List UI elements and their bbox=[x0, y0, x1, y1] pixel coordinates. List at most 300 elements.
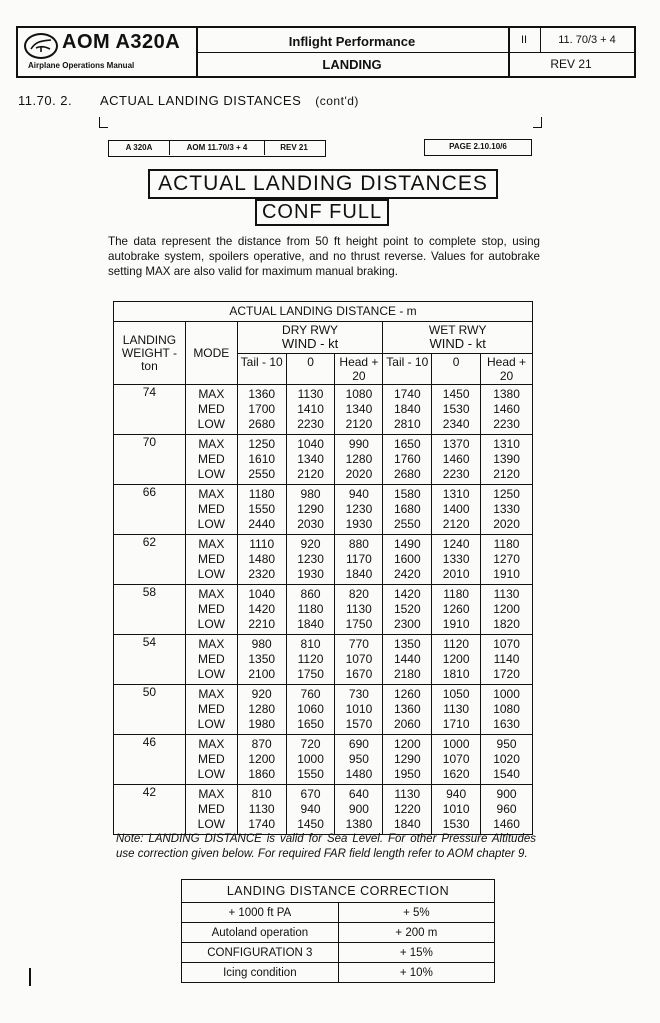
distance-value: 1130 bbox=[443, 702, 470, 716]
correction-row bbox=[182, 943, 495, 963]
distance-value: 950 bbox=[348, 752, 369, 766]
distance-value: 980 bbox=[251, 637, 272, 651]
distance-value: 1280 bbox=[248, 702, 276, 716]
wet-distance-cell bbox=[383, 785, 432, 835]
wet-distance-cell bbox=[481, 635, 533, 685]
crane-logo-icon bbox=[24, 33, 58, 59]
distance-value: 1450 bbox=[442, 387, 470, 401]
distance-value: 1620 bbox=[442, 767, 470, 781]
distance-value: 1480 bbox=[248, 552, 276, 566]
distance-value: 1020 bbox=[493, 752, 520, 766]
distance-value: 2120 bbox=[493, 467, 520, 481]
distance-value: 1310 bbox=[442, 487, 470, 501]
header-section-cell bbox=[196, 28, 510, 76]
distance-value: 2020 bbox=[345, 467, 373, 481]
mode-label: MED bbox=[197, 552, 225, 566]
distance-value: 2010 bbox=[442, 567, 470, 581]
distance-value: 1130 bbox=[394, 787, 421, 801]
dry-distance-cell bbox=[237, 435, 286, 485]
distance-value: 1200 bbox=[493, 602, 520, 616]
section-heading bbox=[18, 93, 359, 108]
dry-distance-cell bbox=[335, 635, 383, 685]
correction-condition: + 1000 ft PA bbox=[182, 903, 339, 923]
ref-aom: AOM 11.70/3 + 4 bbox=[170, 141, 265, 155]
dry-distance-cell bbox=[286, 535, 335, 585]
correction-row bbox=[182, 923, 495, 943]
distance-value: 2230 bbox=[442, 467, 470, 481]
corner-bracket-right bbox=[533, 117, 542, 128]
distance-value: 1520 bbox=[393, 602, 421, 616]
dry-distance-cell bbox=[286, 435, 335, 485]
wet-distance-cell bbox=[383, 385, 432, 435]
dry-distance-cell bbox=[237, 685, 286, 735]
distance-value: 2230 bbox=[493, 417, 520, 431]
section-subtitle: LANDING bbox=[322, 57, 382, 72]
distance-value: 810 bbox=[300, 637, 321, 651]
distance-value: 1180 bbox=[297, 602, 324, 616]
distance-value: 1230 bbox=[297, 552, 324, 566]
distance-value: 1040 bbox=[248, 587, 276, 601]
weight-cell: 46 bbox=[114, 735, 186, 785]
distance-value: 1120 bbox=[443, 637, 470, 651]
wet-distance-cell bbox=[383, 485, 432, 535]
note-text: Note: LANDING DISTANCE is valid for Sea Level. For other Pressure Altitudes use correction given below. For required FAR field length refer to AOM chapter 9. bbox=[116, 833, 536, 860]
ref-rev: REV 21 bbox=[280, 143, 308, 152]
weight-cell: 54 bbox=[114, 635, 186, 685]
wet-wind-col-header: Head + 20 bbox=[481, 354, 533, 385]
distance-value: 2550 bbox=[393, 517, 421, 531]
mode-label: MED bbox=[197, 502, 225, 516]
distance-value: 900 bbox=[348, 802, 369, 816]
col-header-weight: LANDING WEIGHT - ton bbox=[114, 322, 186, 385]
distance-value: 1450 bbox=[297, 817, 324, 831]
mode-label: LOW bbox=[197, 617, 225, 631]
distance-value: 760 bbox=[300, 687, 321, 701]
dry-distance-cell bbox=[237, 535, 286, 585]
distance-value: 1010 bbox=[442, 802, 470, 816]
distance-value: 960 bbox=[496, 802, 517, 816]
header-manual-cell bbox=[18, 28, 198, 76]
mode-label: LOW bbox=[197, 417, 225, 431]
distance-value: 1130 bbox=[346, 602, 372, 616]
distance-value: 640 bbox=[348, 787, 369, 801]
table-title: ACTUAL LANDING DISTANCE - m bbox=[114, 302, 533, 322]
section-title: Inflight Performance bbox=[288, 34, 416, 49]
distance-value: 1710 bbox=[442, 717, 470, 731]
distance-value: 1930 bbox=[297, 567, 324, 581]
distance-value: 1110 bbox=[249, 537, 275, 551]
mode-label: LOW bbox=[197, 817, 225, 831]
mode-label: LOW bbox=[197, 467, 225, 481]
mode-cell bbox=[185, 685, 237, 735]
distance-value: 1270 bbox=[493, 552, 520, 566]
distance-value: 1260 bbox=[442, 602, 470, 616]
wet-distance-cell bbox=[383, 585, 432, 635]
correction-condition: Icing condition bbox=[182, 963, 339, 983]
distance-value: 1000 bbox=[493, 687, 520, 701]
dry-distance-cell bbox=[286, 385, 335, 435]
table-row bbox=[114, 635, 533, 685]
distance-value: 1720 bbox=[493, 667, 520, 681]
dry-distance-cell bbox=[335, 735, 383, 785]
distance-value: 1400 bbox=[442, 502, 470, 516]
distance-value: 1360 bbox=[248, 387, 276, 401]
wet-distance-cell bbox=[383, 735, 432, 785]
distance-value: 2030 bbox=[297, 517, 324, 531]
wet-distance-cell bbox=[481, 535, 533, 585]
distance-value: 720 bbox=[300, 737, 321, 751]
ref-page: PAGE 2.10.10/6 bbox=[424, 139, 532, 156]
weight-cell: 62 bbox=[114, 535, 186, 585]
page-reference: 11. 70/3 + 4 bbox=[558, 34, 616, 46]
distance-value: 990 bbox=[348, 437, 369, 451]
mode-label: LOW bbox=[197, 567, 225, 581]
description-text: The data represent the distance from 50 ft height point to complete stop, using autobrake system, spoilers operative, and no thrust reverse. Values for autobrake setting MAX are also valid for maximum manual braking. bbox=[108, 235, 540, 278]
dry-distance-cell bbox=[237, 635, 286, 685]
distance-value: 1170 bbox=[346, 552, 372, 566]
distance-value: 1580 bbox=[393, 487, 421, 501]
wet-distance-cell bbox=[383, 635, 432, 685]
correction-condition: Autoland operation bbox=[182, 923, 339, 943]
distance-value: 1350 bbox=[248, 652, 276, 666]
distance-value: 1910 bbox=[442, 617, 470, 631]
dry-distance-cell bbox=[335, 385, 383, 435]
mode-label: MAX bbox=[198, 537, 225, 551]
section-number: 11.70. 2. bbox=[18, 93, 73, 108]
distance-value: 2100 bbox=[248, 667, 276, 681]
wet-distance-cell bbox=[432, 685, 481, 735]
mode-cell bbox=[185, 535, 237, 585]
distance-value: 1260 bbox=[393, 687, 421, 701]
distance-value: 1740 bbox=[248, 817, 276, 831]
corner-bracket-left bbox=[99, 117, 108, 128]
correction-title: LANDING DISTANCE CORRECTION bbox=[182, 880, 495, 903]
distance-value: 2120 bbox=[297, 467, 324, 481]
distance-value: 1540 bbox=[493, 767, 520, 781]
dry-distance-cell bbox=[286, 635, 335, 685]
distance-value: 1860 bbox=[248, 767, 276, 781]
dry-distance-cell bbox=[237, 385, 286, 435]
ref-aircraft: A 320A bbox=[109, 141, 170, 155]
table-row bbox=[114, 485, 533, 535]
distance-value: 820 bbox=[348, 587, 369, 601]
weight-cell: 70 bbox=[114, 435, 186, 485]
manual-title: AOM A320A bbox=[62, 31, 181, 53]
wet-distance-cell bbox=[481, 585, 533, 635]
distance-value: 1340 bbox=[297, 452, 324, 466]
mode-label: LOW bbox=[197, 667, 225, 681]
weight-cell: 58 bbox=[114, 585, 186, 635]
distance-value: 1530 bbox=[442, 817, 470, 831]
distance-value: 1250 bbox=[248, 437, 276, 451]
mode-label: MAX bbox=[198, 487, 225, 501]
distance-value: 1340 bbox=[345, 402, 373, 416]
distance-value: 1310 bbox=[493, 437, 520, 451]
distance-value: 1250 bbox=[493, 487, 520, 501]
weight-cell: 42 bbox=[114, 785, 186, 835]
mode-cell bbox=[185, 435, 237, 485]
distance-value: 1010 bbox=[345, 702, 373, 716]
distance-value: 1200 bbox=[393, 737, 421, 751]
distance-value: 1280 bbox=[345, 452, 373, 466]
distance-value: 1040 bbox=[297, 437, 324, 451]
dry-rwy-label: DRY RWY bbox=[282, 323, 339, 337]
mode-label: LOW bbox=[197, 767, 225, 781]
header-ref-cell bbox=[508, 28, 634, 76]
distance-value: 1480 bbox=[345, 767, 373, 781]
distance-value: 1180 bbox=[493, 537, 520, 551]
section-title-text: ACTUAL LANDING DISTANCES bbox=[100, 93, 302, 108]
distance-value: 940 bbox=[446, 787, 467, 801]
distance-value: 1490 bbox=[393, 537, 421, 551]
distance-value: 1930 bbox=[345, 517, 373, 531]
distance-value: 1670 bbox=[345, 667, 373, 681]
table-row bbox=[114, 435, 533, 485]
ref-box-group bbox=[108, 140, 326, 157]
mode-label: MAX bbox=[198, 787, 225, 801]
distance-value: 1910 bbox=[493, 567, 520, 581]
distance-value: 1180 bbox=[248, 487, 275, 501]
weight-cell: 50 bbox=[114, 685, 186, 735]
dry-wind-col-header: Head + 20 bbox=[335, 354, 383, 385]
distance-value: 2320 bbox=[248, 567, 276, 581]
distance-value: 1650 bbox=[393, 437, 421, 451]
dry-distance-cell bbox=[335, 485, 383, 535]
correction-table bbox=[181, 879, 495, 983]
distance-value: 1420 bbox=[393, 587, 421, 601]
mode-label: MAX bbox=[198, 587, 225, 601]
mode-label: MED bbox=[197, 652, 225, 666]
mode-label: MAX bbox=[198, 387, 225, 401]
table-row bbox=[114, 535, 533, 585]
distance-value: 980 bbox=[300, 487, 321, 501]
wet-distance-cell bbox=[481, 385, 533, 435]
distance-value: 1840 bbox=[393, 817, 421, 831]
distance-value: 1390 bbox=[493, 452, 520, 466]
distance-value: 2210 bbox=[248, 617, 276, 631]
distance-value: 690 bbox=[348, 737, 369, 751]
distance-value: 1230 bbox=[345, 502, 373, 516]
correction-row bbox=[182, 963, 495, 983]
dry-distance-cell bbox=[335, 685, 383, 735]
mode-label: MED bbox=[197, 802, 225, 816]
weight-cell: 66 bbox=[114, 485, 186, 535]
wet-distance-cell bbox=[481, 485, 533, 535]
correction-row bbox=[182, 903, 495, 923]
table-row bbox=[114, 585, 533, 635]
distance-value: 1410 bbox=[297, 402, 324, 416]
distance-value: 1130 bbox=[493, 587, 520, 601]
correction-value: + 15% bbox=[338, 943, 494, 963]
distance-value: 1120 bbox=[297, 652, 324, 666]
wet-runway-header bbox=[383, 322, 533, 354]
wet-rwy-label: WET RWY bbox=[428, 323, 487, 337]
distance-value: 2020 bbox=[493, 517, 520, 531]
distance-value: 940 bbox=[348, 487, 369, 501]
mode-label: MED bbox=[197, 402, 225, 416]
wet-distance-cell bbox=[432, 635, 481, 685]
distance-value: 1460 bbox=[493, 402, 520, 416]
distance-value: 1130 bbox=[297, 387, 324, 401]
distance-value: 1840 bbox=[393, 402, 421, 416]
distance-value: 1840 bbox=[297, 617, 324, 631]
wet-distance-cell bbox=[383, 685, 432, 735]
distance-value: 2420 bbox=[393, 567, 421, 581]
mode-cell bbox=[185, 585, 237, 635]
distance-value: 1570 bbox=[345, 717, 373, 731]
distance-value: 1950 bbox=[393, 767, 421, 781]
distance-value: 1240 bbox=[442, 537, 470, 551]
distance-value: 1050 bbox=[442, 687, 470, 701]
dry-distance-cell bbox=[335, 585, 383, 635]
distance-value: 1070 bbox=[345, 652, 373, 666]
dry-distance-cell bbox=[286, 685, 335, 735]
dry-distance-cell bbox=[286, 735, 335, 785]
distance-value: 1550 bbox=[248, 502, 276, 516]
distance-value: 1810 bbox=[442, 667, 470, 681]
wet-distance-cell bbox=[481, 735, 533, 785]
mode-label: MAX bbox=[198, 737, 225, 751]
distance-value: 1440 bbox=[393, 652, 421, 666]
mode-label: MED bbox=[197, 602, 225, 616]
manual-subtitle: Airplane Operations Manual bbox=[28, 61, 135, 70]
distance-value: 1750 bbox=[345, 617, 373, 631]
distance-value: 2680 bbox=[393, 467, 421, 481]
distance-value: 1630 bbox=[493, 717, 520, 731]
volume-number: II bbox=[508, 28, 541, 52]
distance-value: 880 bbox=[348, 537, 369, 551]
wet-distance-cell bbox=[432, 535, 481, 585]
distance-value: 1600 bbox=[393, 552, 421, 566]
correction-value: + 10% bbox=[338, 963, 494, 983]
correction-value: + 200 m bbox=[338, 923, 494, 943]
table-row bbox=[114, 685, 533, 735]
distance-value: 1530 bbox=[442, 402, 470, 416]
dry-distance-cell bbox=[335, 535, 383, 585]
distance-value: 1820 bbox=[493, 617, 520, 631]
distance-value: 1180 bbox=[443, 587, 470, 601]
dry-distance-cell bbox=[237, 735, 286, 785]
landing-distance-table bbox=[113, 301, 533, 835]
distance-value: 1760 bbox=[393, 452, 421, 466]
mode-cell bbox=[185, 785, 237, 835]
distance-value: 1130 bbox=[248, 802, 275, 816]
col-header-mode: MODE bbox=[185, 322, 237, 385]
wet-wind-col-header: Tail - 10 bbox=[383, 354, 432, 385]
wet-distance-cell bbox=[432, 785, 481, 835]
mode-cell bbox=[185, 485, 237, 535]
distance-value: 2550 bbox=[248, 467, 276, 481]
distance-value: 920 bbox=[251, 687, 272, 701]
wet-distance-cell bbox=[383, 435, 432, 485]
distance-value: 1330 bbox=[442, 552, 470, 566]
distance-value: 2440 bbox=[248, 517, 276, 531]
distance-value: 2300 bbox=[393, 617, 421, 631]
distance-value: 1370 bbox=[442, 437, 470, 451]
section-cont: (cont'd) bbox=[315, 94, 359, 108]
distance-value: 1380 bbox=[345, 817, 373, 831]
distance-value: 670 bbox=[300, 787, 321, 801]
dry-distance-cell bbox=[286, 485, 335, 535]
wet-distance-cell bbox=[481, 435, 533, 485]
distance-value: 1380 bbox=[493, 387, 520, 401]
dry-wind-col-header: Tail - 10 bbox=[237, 354, 286, 385]
dry-wind-label: WIND - kt bbox=[281, 336, 339, 351]
distance-value: 1460 bbox=[442, 452, 470, 466]
revision-bar bbox=[29, 968, 31, 986]
mode-label: LOW bbox=[197, 717, 225, 731]
distance-value: 1610 bbox=[248, 452, 276, 466]
distance-value: 950 bbox=[496, 737, 517, 751]
dry-distance-cell bbox=[286, 785, 335, 835]
distance-value: 1000 bbox=[442, 737, 470, 751]
wet-distance-cell bbox=[432, 385, 481, 435]
distance-value: 730 bbox=[348, 687, 369, 701]
table-row bbox=[114, 785, 533, 835]
distance-value: 1740 bbox=[393, 387, 421, 401]
mode-label: LOW bbox=[197, 517, 225, 531]
dry-wind-col-header: 0 bbox=[286, 354, 335, 385]
distance-value: 1070 bbox=[493, 637, 520, 651]
dry-distance-cell bbox=[335, 785, 383, 835]
distance-value: 1460 bbox=[493, 817, 520, 831]
distance-value: 940 bbox=[300, 802, 321, 816]
mode-label: MAX bbox=[198, 437, 225, 451]
wet-distance-cell bbox=[432, 485, 481, 535]
distance-value: 1220 bbox=[393, 802, 421, 816]
distance-value: 1140 bbox=[493, 652, 520, 666]
distance-value: 1330 bbox=[493, 502, 520, 516]
distance-value: 2120 bbox=[442, 517, 470, 531]
distance-value: 1350 bbox=[393, 637, 421, 651]
distance-value: 1840 bbox=[345, 567, 373, 581]
config-title: CONF FULL bbox=[255, 199, 389, 226]
distance-value: 870 bbox=[251, 737, 272, 751]
distance-value: 1360 bbox=[393, 702, 421, 716]
table-row bbox=[114, 735, 533, 785]
mode-cell bbox=[185, 735, 237, 785]
mode-label: MAX bbox=[198, 637, 225, 651]
wet-distance-cell bbox=[432, 435, 481, 485]
wet-distance-cell bbox=[432, 735, 481, 785]
distance-value: 2230 bbox=[297, 417, 324, 431]
distance-value: 1060 bbox=[297, 702, 324, 716]
dry-distance-cell bbox=[237, 585, 286, 635]
distance-value: 1290 bbox=[297, 502, 324, 516]
wet-distance-cell bbox=[481, 685, 533, 735]
mode-label: MED bbox=[197, 752, 225, 766]
dry-distance-cell bbox=[237, 785, 286, 835]
distance-value: 2680 bbox=[248, 417, 276, 431]
correction-condition: CONFIGURATION 3 bbox=[182, 943, 339, 963]
distance-value: 1080 bbox=[345, 387, 373, 401]
distance-value: 1000 bbox=[297, 752, 324, 766]
mode-label: MED bbox=[197, 452, 225, 466]
distance-value: 1290 bbox=[393, 752, 421, 766]
mode-cell bbox=[185, 635, 237, 685]
divider bbox=[196, 52, 508, 53]
dry-runway-header bbox=[237, 322, 383, 354]
mode-label: MAX bbox=[198, 687, 225, 701]
revision: REV 21 bbox=[550, 57, 592, 71]
table-row bbox=[114, 385, 533, 435]
wet-wind-col-header: 0 bbox=[432, 354, 481, 385]
distance-value: 1420 bbox=[248, 602, 276, 616]
distance-value: 2120 bbox=[345, 417, 373, 431]
dry-distance-cell bbox=[237, 485, 286, 535]
distance-value: 1750 bbox=[297, 667, 324, 681]
wet-distance-cell bbox=[383, 535, 432, 585]
